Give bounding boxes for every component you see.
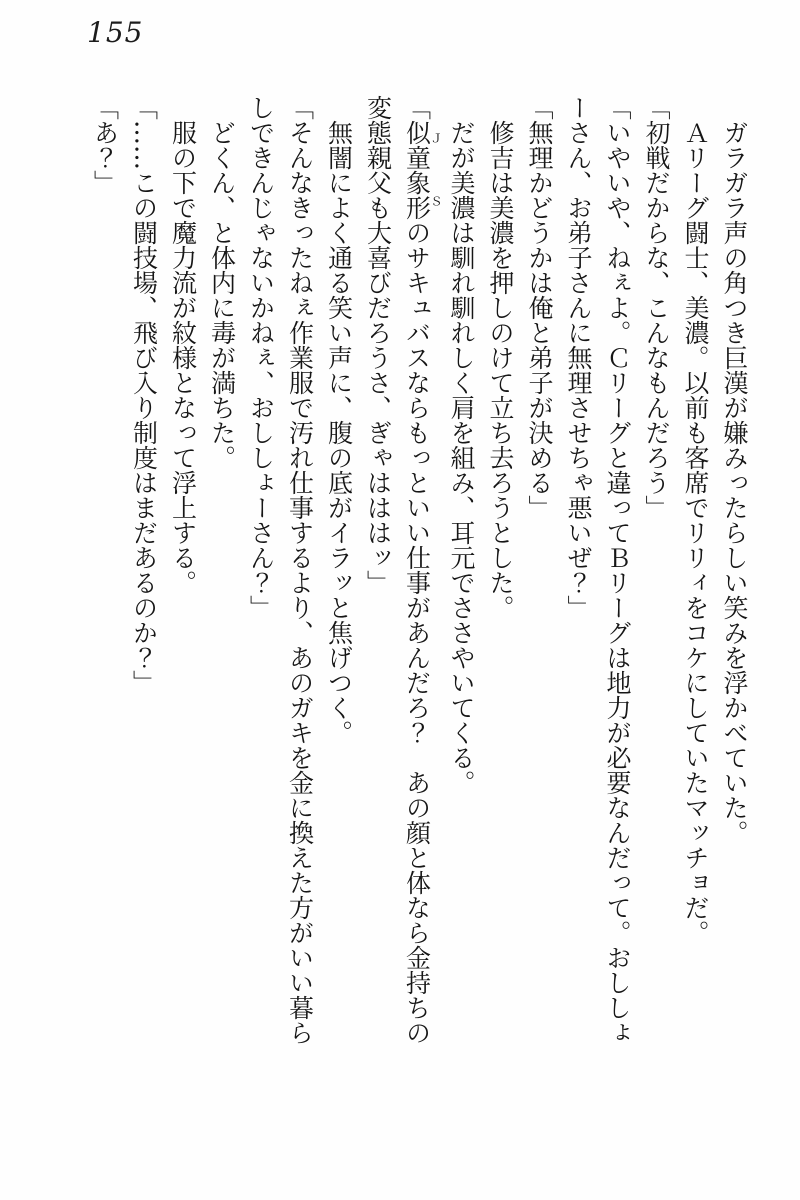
dialogue-paragraph: 「似童象形ＪＳのサキュバスならもっといい仕事があんだろ？ あの顔と体なら金持ちの変態親父も大喜びだろうさ、ぎゃはははッ」	[363, 95, 443, 1045]
narrative-paragraph: だが美濃は馴れ馴れしく肩を組み、耳元でささやいてくる。	[447, 120, 476, 795]
narrative-paragraph: Ａリーグ闘士、美濃。以前も客席でリリィをコケにしていたマッチョだ。	[681, 120, 710, 945]
ruby-annotated-word: 似童象形ＪＳ	[402, 120, 443, 220]
ruby-gloss: ＪＳ	[429, 120, 443, 220]
page-number: 155	[87, 16, 144, 49]
dialogue-paragraph: 「あ？」	[90, 95, 120, 195]
vertical-text-block	[86, 95, 755, 1045]
narrative-paragraph: 無闇によく通る笑い声に、腹の底がイラッと焦げつく。	[324, 120, 354, 745]
dialogue-paragraph: 「初戦だからな、こんなもんだろう」	[642, 95, 671, 520]
dialogue-paragraph: 「いやいや、ねぇよ。Ｃリーグと違ってＢリーグは地力が必要なんだって。おししょーさん、お弟子さんに無理させちゃ悪いぜ？」	[564, 95, 632, 1045]
dialogue-paragraph: 「そんなきったねぇ作業服で汚れ仕事するより、あのガキを金に換えた方がいい暮らしできんじゃないかねぇ、おししょーさん？」	[246, 95, 315, 1045]
narrative-paragraph: ガラガラ声の角つき巨漢が嫌みったらしい笑みを浮かべていた。	[720, 120, 749, 845]
dialogue-paragraph: 「無理かどうかは俺と弟子が決める」	[525, 95, 554, 520]
dialogue-paragraph: 「……この闘技場、飛び入り制度はまだあるのか？」	[129, 95, 159, 695]
narrative-paragraph: どくん、と体内に毒が満ちた。	[207, 120, 237, 470]
narrative-paragraph: 修吉は美濃を押しのけて立ち去ろうとした。	[486, 120, 515, 620]
narrative-paragraph: 服の下で魔力流が紋様となって浮上する。	[168, 120, 198, 595]
